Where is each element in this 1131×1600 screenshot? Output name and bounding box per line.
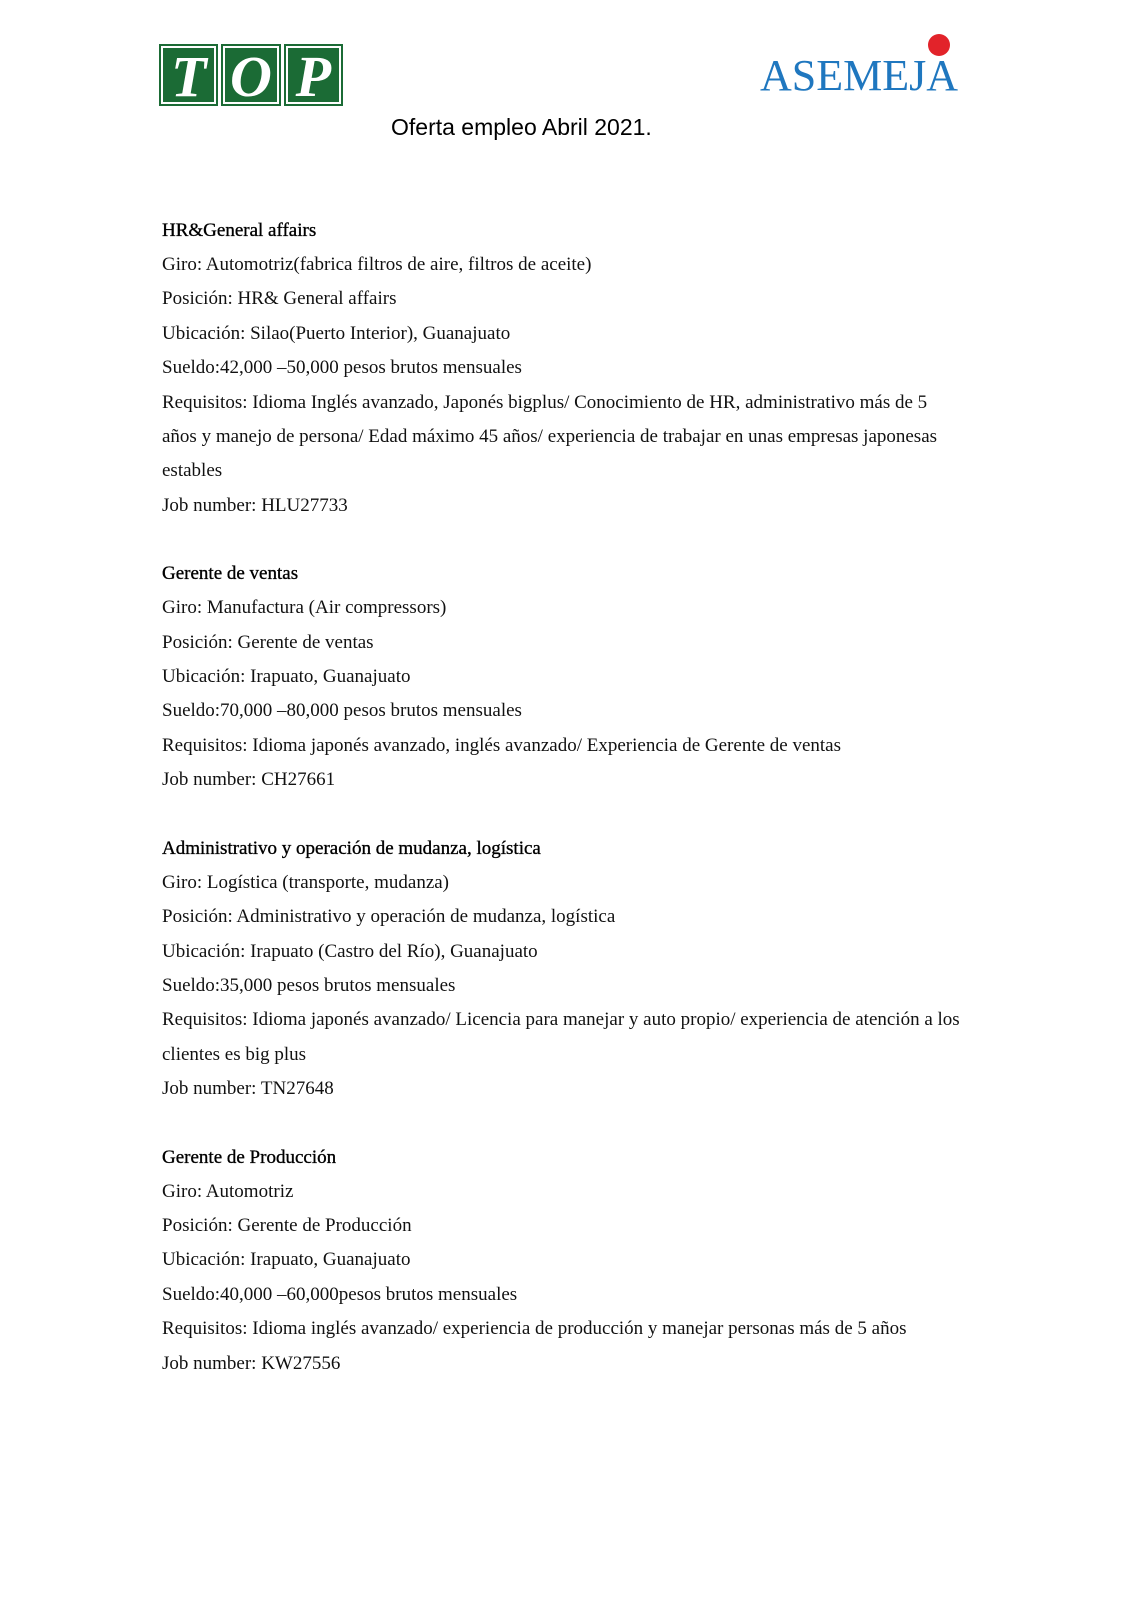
job-ubicacion: Ubicación: Irapuato, Guanajuato [162, 1249, 411, 1271]
job-ubicacion: Ubicación: Silao(Puerto Interior), Guanajuato [162, 322, 511, 344]
job-sueldo: Sueldo:40,000 –60,000pesos brutos mensuales [162, 1283, 518, 1305]
job-posicion: Posición: Gerente de ventas [162, 631, 374, 653]
top-logo-letter: P [284, 44, 343, 106]
job-posicion: Posición: Administrativo y operación de mudanza, logística [162, 906, 616, 928]
top-logo [159, 44, 343, 109]
job-entry [162, 557, 962, 797]
job-title: Gerente de ventas [162, 563, 299, 585]
job-entry [162, 214, 962, 523]
job-sueldo: Sueldo:35,000 pesos brutos mensuales [162, 974, 456, 996]
job-number: Job number: TN27648 [162, 1078, 334, 1100]
job-number: Job number: HLU27733 [162, 494, 348, 516]
job-entry [162, 832, 962, 1107]
job-title: HR&General affairs [162, 220, 317, 241]
job-requisitos: Requisitos: Idioma inglés avanzado/ experiencia de producción y manejar personas más de 5 años [162, 1318, 907, 1340]
top-logo-letter: T [159, 44, 218, 106]
job-title: Gerente de Producción [162, 1146, 337, 1168]
asemeja-logo [760, 48, 970, 108]
asemeja-logo-text: ASEMEJA [760, 51, 959, 100]
job-sueldo: Sueldo:42,000 –50,000 pesos brutos mensuales [162, 357, 522, 379]
document-title: Oferta empleo Abril 2021. [391, 114, 652, 140]
job-requisitos: Requisitos: Idioma Inglés avanzado, Japonés bigplus/ Conocimiento de HR, administrativo más de 5 años y manejo de persona/ Edad máximo 45 años/ experiencia de trabajar en unas empresas japonesas estables [162, 391, 938, 482]
job-sueldo: Sueldo:70,000 –80,000 pesos brutos mensuales [162, 700, 522, 722]
job-requisitos: Requisitos: Idioma japonés avanzado/ Licencia para manejar y auto propio/ experiencia de atención a los clientes es big plus [162, 1009, 960, 1065]
top-logo-letter: O [221, 44, 280, 106]
job-giro: Giro: Logística (transporte, mudanza) [162, 871, 450, 893]
job-list [162, 214, 962, 1415]
job-number: Job number: KW27556 [162, 1352, 341, 1374]
job-number: Job number: CH27661 [162, 769, 336, 791]
job-entry [162, 1141, 962, 1381]
job-giro: Giro: Manufactura (Air compressors) [162, 597, 447, 619]
job-ubicacion: Ubicación: Irapuato (Castro del Río), Guanajuato [162, 940, 538, 962]
job-giro: Giro: Automotriz [162, 1180, 294, 1202]
job-posicion: Posición: Gerente de Producción [162, 1214, 412, 1236]
job-title: Administrativo y operación de mudanza, logística [162, 837, 541, 859]
job-requisitos: Requisitos: Idioma japonés avanzado, inglés avanzado/ Experiencia de Gerente de ventas [162, 734, 841, 756]
job-posicion: Posición: HR& General affairs [162, 288, 397, 310]
job-ubicacion: Ubicación: Irapuato, Guanajuato [162, 666, 411, 688]
job-giro: Giro: Automotriz(fabrica filtros de aire, filtros de aceite) [162, 254, 592, 275]
